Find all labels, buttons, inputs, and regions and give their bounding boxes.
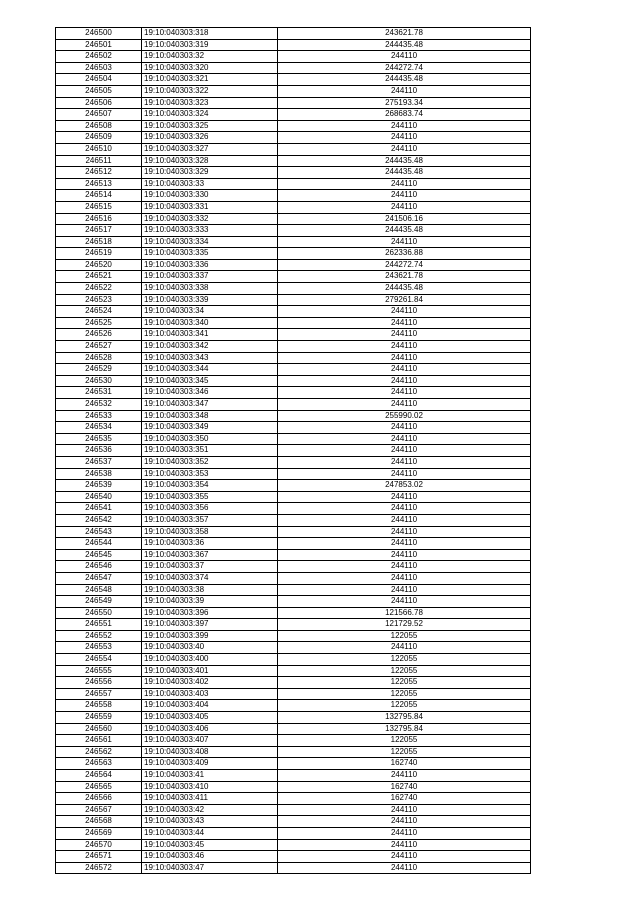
row-id-cell: 246541 xyxy=(56,503,142,515)
cadastral-number-cell: 19:10:040303:336 xyxy=(142,259,278,271)
row-id-cell: 246555 xyxy=(56,665,142,677)
cadastral-number-cell: 19:10:040303:374 xyxy=(142,572,278,584)
table-row xyxy=(56,700,531,712)
row-id-cell: 246531 xyxy=(56,387,142,399)
cadastral-number-cell: 19:10:040303:40 xyxy=(142,642,278,654)
value-cell: 244110 xyxy=(278,387,531,399)
row-id-cell: 246518 xyxy=(56,236,142,248)
row-id-cell: 246557 xyxy=(56,688,142,700)
value-cell: 244110 xyxy=(278,862,531,874)
data-table xyxy=(55,27,531,874)
table-row xyxy=(56,341,531,353)
cadastral-number-cell: 19:10:040303:335 xyxy=(142,248,278,260)
table-row xyxy=(56,630,531,642)
value-cell: 243621.78 xyxy=(278,271,531,283)
row-id-cell: 246502 xyxy=(56,51,142,63)
table-row xyxy=(56,201,531,213)
row-id-cell: 246511 xyxy=(56,155,142,167)
row-id-cell: 246549 xyxy=(56,596,142,608)
table-row xyxy=(56,804,531,816)
row-id-cell: 246533 xyxy=(56,410,142,422)
value-cell: 244110 xyxy=(278,399,531,411)
table-row xyxy=(56,549,531,561)
cadastral-number-cell: 19:10:040303:33 xyxy=(142,178,278,190)
cadastral-number-cell: 19:10:040303:351 xyxy=(142,445,278,457)
table-row xyxy=(56,781,531,793)
row-id-cell: 246506 xyxy=(56,97,142,109)
table-row xyxy=(56,225,531,237)
row-id-cell: 246543 xyxy=(56,526,142,538)
row-id-cell: 246509 xyxy=(56,132,142,144)
value-cell: 244110 xyxy=(278,503,531,515)
table-row xyxy=(56,97,531,109)
row-id-cell: 246508 xyxy=(56,120,142,132)
value-cell: 244110 xyxy=(278,549,531,561)
value-cell: 243621.78 xyxy=(278,28,531,40)
table-row xyxy=(56,375,531,387)
value-cell: 244435.48 xyxy=(278,155,531,167)
table-row xyxy=(56,271,531,283)
cadastral-number-cell: 19:10:040303:334 xyxy=(142,236,278,248)
row-id-cell: 246515 xyxy=(56,201,142,213)
row-id-cell: 246564 xyxy=(56,770,142,782)
value-cell: 244110 xyxy=(278,514,531,526)
table-row xyxy=(56,178,531,190)
table-row xyxy=(56,816,531,828)
value-cell: 244110 xyxy=(278,584,531,596)
cadastral-number-cell: 19:10:040303:397 xyxy=(142,619,278,631)
row-id-cell: 246540 xyxy=(56,491,142,503)
table-row xyxy=(56,851,531,863)
row-id-cell: 246530 xyxy=(56,375,142,387)
cadastral-number-cell: 19:10:040303:353 xyxy=(142,468,278,480)
cadastral-number-cell: 19:10:040303:47 xyxy=(142,862,278,874)
table-row xyxy=(56,283,531,295)
row-id-cell: 246523 xyxy=(56,294,142,306)
row-id-cell: 246535 xyxy=(56,433,142,445)
table-row xyxy=(56,735,531,747)
value-cell: 244110 xyxy=(278,190,531,202)
table-row xyxy=(56,213,531,225)
table-row xyxy=(56,445,531,457)
cadastral-number-cell: 19:10:040303:356 xyxy=(142,503,278,515)
row-id-cell: 246525 xyxy=(56,317,142,329)
cadastral-number-cell: 19:10:040303:405 xyxy=(142,712,278,724)
value-cell: 132795.84 xyxy=(278,712,531,724)
table-row xyxy=(56,480,531,492)
cadastral-number-cell: 19:10:040303:332 xyxy=(142,213,278,225)
value-cell: 244110 xyxy=(278,143,531,155)
row-id-cell: 246519 xyxy=(56,248,142,260)
row-id-cell: 246558 xyxy=(56,700,142,712)
cadastral-number-cell: 19:10:040303:345 xyxy=(142,375,278,387)
row-id-cell: 246514 xyxy=(56,190,142,202)
table-row xyxy=(56,143,531,155)
row-id-cell: 246561 xyxy=(56,735,142,747)
row-id-cell: 246556 xyxy=(56,677,142,689)
table-row xyxy=(56,723,531,735)
row-id-cell: 246553 xyxy=(56,642,142,654)
table-row xyxy=(56,167,531,179)
row-id-cell: 246562 xyxy=(56,746,142,758)
value-cell: 244110 xyxy=(278,596,531,608)
row-id-cell: 246546 xyxy=(56,561,142,573)
row-id-cell: 246517 xyxy=(56,225,142,237)
cadastral-number-cell: 19:10:040303:324 xyxy=(142,109,278,121)
cadastral-number-cell: 19:10:040303:406 xyxy=(142,723,278,735)
row-id-cell: 246521 xyxy=(56,271,142,283)
table-row xyxy=(56,677,531,689)
value-cell: 132795.84 xyxy=(278,723,531,735)
value-cell: 122055 xyxy=(278,688,531,700)
table-row xyxy=(56,607,531,619)
value-cell: 244110 xyxy=(278,120,531,132)
row-id-cell: 246528 xyxy=(56,352,142,364)
row-id-cell: 246505 xyxy=(56,85,142,97)
table-row xyxy=(56,503,531,515)
row-id-cell: 246552 xyxy=(56,630,142,642)
row-id-cell: 246571 xyxy=(56,851,142,863)
row-id-cell: 246569 xyxy=(56,827,142,839)
table-row xyxy=(56,248,531,260)
cadastral-number-cell: 19:10:040303:321 xyxy=(142,74,278,86)
row-id-cell: 246539 xyxy=(56,480,142,492)
table-row xyxy=(56,433,531,445)
cadastral-number-cell: 19:10:040303:357 xyxy=(142,514,278,526)
cadastral-number-cell: 19:10:040303:39 xyxy=(142,596,278,608)
value-cell: 244110 xyxy=(278,341,531,353)
row-id-cell: 246563 xyxy=(56,758,142,770)
value-cell: 244110 xyxy=(278,468,531,480)
cadastral-number-cell: 19:10:040303:323 xyxy=(142,97,278,109)
row-id-cell: 246527 xyxy=(56,341,142,353)
value-cell: 244110 xyxy=(278,85,531,97)
table-row xyxy=(56,62,531,74)
value-cell: 241506.16 xyxy=(278,213,531,225)
table-row xyxy=(56,120,531,132)
table-row xyxy=(56,294,531,306)
cadastral-number-cell: 19:10:040303:407 xyxy=(142,735,278,747)
value-cell: 162740 xyxy=(278,781,531,793)
row-id-cell: 246572 xyxy=(56,862,142,874)
table-row xyxy=(56,793,531,805)
cadastral-number-cell: 19:10:040303:340 xyxy=(142,317,278,329)
table-row xyxy=(56,399,531,411)
value-cell: 244110 xyxy=(278,178,531,190)
row-id-cell: 246524 xyxy=(56,306,142,318)
cadastral-number-cell: 19:10:040303:320 xyxy=(142,62,278,74)
value-cell: 244110 xyxy=(278,770,531,782)
row-id-cell: 246547 xyxy=(56,572,142,584)
value-cell: 244272.74 xyxy=(278,259,531,271)
table-row xyxy=(56,642,531,654)
cadastral-number-cell: 19:10:040303:338 xyxy=(142,283,278,295)
value-cell: 244110 xyxy=(278,236,531,248)
row-id-cell: 246570 xyxy=(56,839,142,851)
value-cell: 244435.48 xyxy=(278,167,531,179)
row-id-cell: 246503 xyxy=(56,62,142,74)
table-row xyxy=(56,132,531,144)
cadastral-number-cell: 19:10:040303:409 xyxy=(142,758,278,770)
value-cell: 244435.48 xyxy=(278,39,531,51)
cadastral-number-cell: 19:10:040303:37 xyxy=(142,561,278,573)
table-row xyxy=(56,468,531,480)
cadastral-number-cell: 19:10:040303:32 xyxy=(142,51,278,63)
cadastral-number-cell: 19:10:040303:410 xyxy=(142,781,278,793)
cadastral-number-cell: 19:10:040303:408 xyxy=(142,746,278,758)
value-cell: 162740 xyxy=(278,793,531,805)
cadastral-number-cell: 19:10:040303:325 xyxy=(142,120,278,132)
row-id-cell: 246538 xyxy=(56,468,142,480)
cadastral-number-cell: 19:10:040303:44 xyxy=(142,827,278,839)
cadastral-number-cell: 19:10:040303:347 xyxy=(142,399,278,411)
table-row xyxy=(56,422,531,434)
table-row xyxy=(56,491,531,503)
table-row xyxy=(56,329,531,341)
cadastral-number-cell: 19:10:040303:46 xyxy=(142,851,278,863)
value-cell: 244435.48 xyxy=(278,74,531,86)
value-cell: 122055 xyxy=(278,746,531,758)
cadastral-number-cell: 19:10:040303:352 xyxy=(142,456,278,468)
cadastral-number-cell: 19:10:040303:411 xyxy=(142,793,278,805)
cadastral-number-cell: 19:10:040303:34 xyxy=(142,306,278,318)
cadastral-number-cell: 19:10:040303:349 xyxy=(142,422,278,434)
value-cell: 244110 xyxy=(278,491,531,503)
table-row xyxy=(56,561,531,573)
value-cell: 244110 xyxy=(278,51,531,63)
cadastral-number-cell: 19:10:040303:396 xyxy=(142,607,278,619)
value-cell: 244110 xyxy=(278,132,531,144)
row-id-cell: 246568 xyxy=(56,816,142,828)
table-row xyxy=(56,839,531,851)
row-id-cell: 246554 xyxy=(56,654,142,666)
value-cell: 244110 xyxy=(278,201,531,213)
table-row xyxy=(56,538,531,550)
value-cell: 121566.78 xyxy=(278,607,531,619)
cadastral-number-cell: 19:10:040303:42 xyxy=(142,804,278,816)
row-id-cell: 246512 xyxy=(56,167,142,179)
value-cell: 244110 xyxy=(278,445,531,457)
value-cell: 255990.02 xyxy=(278,410,531,422)
row-id-cell: 246560 xyxy=(56,723,142,735)
value-cell: 244110 xyxy=(278,526,531,538)
table-body xyxy=(56,28,531,874)
cadastral-number-cell: 19:10:040303:318 xyxy=(142,28,278,40)
cadastral-number-cell: 19:10:040303:45 xyxy=(142,839,278,851)
cadastral-number-cell: 19:10:040303:322 xyxy=(142,85,278,97)
cadastral-number-cell: 19:10:040303:326 xyxy=(142,132,278,144)
row-id-cell: 246520 xyxy=(56,259,142,271)
cadastral-number-cell: 19:10:040303:402 xyxy=(142,677,278,689)
value-cell: 244435.48 xyxy=(278,283,531,295)
cadastral-number-cell: 19:10:040303:337 xyxy=(142,271,278,283)
table-row xyxy=(56,85,531,97)
value-cell: 162740 xyxy=(278,758,531,770)
table-row xyxy=(56,364,531,376)
row-id-cell: 246526 xyxy=(56,329,142,341)
cadastral-number-cell: 19:10:040303:355 xyxy=(142,491,278,503)
row-id-cell: 246504 xyxy=(56,74,142,86)
value-cell: 244110 xyxy=(278,306,531,318)
table-row xyxy=(56,190,531,202)
cadastral-number-cell: 19:10:040303:327 xyxy=(142,143,278,155)
value-cell: 122055 xyxy=(278,654,531,666)
row-id-cell: 246559 xyxy=(56,712,142,724)
value-cell: 244110 xyxy=(278,851,531,863)
row-id-cell: 246536 xyxy=(56,445,142,457)
row-id-cell: 246545 xyxy=(56,549,142,561)
cadastral-number-cell: 19:10:040303:333 xyxy=(142,225,278,237)
row-id-cell: 246565 xyxy=(56,781,142,793)
value-cell: 244110 xyxy=(278,827,531,839)
value-cell: 244110 xyxy=(278,561,531,573)
table-row xyxy=(56,758,531,770)
cadastral-number-cell: 19:10:040303:400 xyxy=(142,654,278,666)
value-cell: 244110 xyxy=(278,816,531,828)
value-cell: 244110 xyxy=(278,804,531,816)
cadastral-number-cell: 19:10:040303:319 xyxy=(142,39,278,51)
row-id-cell: 246510 xyxy=(56,143,142,155)
row-id-cell: 246542 xyxy=(56,514,142,526)
value-cell: 279261.84 xyxy=(278,294,531,306)
value-cell: 122055 xyxy=(278,677,531,689)
value-cell: 122055 xyxy=(278,700,531,712)
table-row xyxy=(56,155,531,167)
cadastral-number-cell: 19:10:040303:342 xyxy=(142,341,278,353)
table-row xyxy=(56,654,531,666)
row-id-cell: 246551 xyxy=(56,619,142,631)
table-row xyxy=(56,862,531,874)
value-cell: 262336.88 xyxy=(278,248,531,260)
cadastral-number-cell: 19:10:040303:38 xyxy=(142,584,278,596)
cadastral-number-cell: 19:10:040303:348 xyxy=(142,410,278,422)
table-row xyxy=(56,410,531,422)
value-cell: 244110 xyxy=(278,422,531,434)
cadastral-number-cell: 19:10:040303:404 xyxy=(142,700,278,712)
value-cell: 244110 xyxy=(278,538,531,550)
value-cell: 244272.74 xyxy=(278,62,531,74)
table-row xyxy=(56,770,531,782)
table-row xyxy=(56,746,531,758)
row-id-cell: 246532 xyxy=(56,399,142,411)
cadastral-number-cell: 19:10:040303:329 xyxy=(142,167,278,179)
table-row xyxy=(56,456,531,468)
table-row xyxy=(56,28,531,40)
table-row xyxy=(56,352,531,364)
cadastral-number-cell: 19:10:040303:354 xyxy=(142,480,278,492)
cadastral-number-cell: 19:10:040303:339 xyxy=(142,294,278,306)
cadastral-number-cell: 19:10:040303:36 xyxy=(142,538,278,550)
row-id-cell: 246537 xyxy=(56,456,142,468)
value-cell: 122055 xyxy=(278,735,531,747)
table-row xyxy=(56,827,531,839)
value-cell: 275193.34 xyxy=(278,97,531,109)
table-row xyxy=(56,74,531,86)
cadastral-number-cell: 19:10:040303:341 xyxy=(142,329,278,341)
table-row xyxy=(56,514,531,526)
value-cell: 244110 xyxy=(278,364,531,376)
value-cell: 244110 xyxy=(278,352,531,364)
value-cell: 244110 xyxy=(278,375,531,387)
row-id-cell: 246522 xyxy=(56,283,142,295)
cadastral-number-cell: 19:10:040303:328 xyxy=(142,155,278,167)
table-row xyxy=(56,688,531,700)
cadastral-number-cell: 19:10:040303:344 xyxy=(142,364,278,376)
cadastral-number-cell: 19:10:040303:399 xyxy=(142,630,278,642)
row-id-cell: 246567 xyxy=(56,804,142,816)
value-cell: 244110 xyxy=(278,642,531,654)
table-row xyxy=(56,236,531,248)
row-id-cell: 246516 xyxy=(56,213,142,225)
table-row xyxy=(56,306,531,318)
row-id-cell: 246500 xyxy=(56,28,142,40)
cadastral-number-cell: 19:10:040303:403 xyxy=(142,688,278,700)
table-row xyxy=(56,619,531,631)
value-cell: 244110 xyxy=(278,839,531,851)
row-id-cell: 246513 xyxy=(56,178,142,190)
row-id-cell: 246566 xyxy=(56,793,142,805)
row-id-cell: 246548 xyxy=(56,584,142,596)
table-row xyxy=(56,259,531,271)
value-cell: 268683.74 xyxy=(278,109,531,121)
table-row xyxy=(56,572,531,584)
value-cell: 244110 xyxy=(278,433,531,445)
cadastral-number-cell: 19:10:040303:401 xyxy=(142,665,278,677)
value-cell: 247853.02 xyxy=(278,480,531,492)
value-cell: 122055 xyxy=(278,630,531,642)
cadastral-number-cell: 19:10:040303:343 xyxy=(142,352,278,364)
cadastral-number-cell: 19:10:040303:330 xyxy=(142,190,278,202)
row-id-cell: 246534 xyxy=(56,422,142,434)
table-row xyxy=(56,317,531,329)
value-cell: 244110 xyxy=(278,572,531,584)
table-row xyxy=(56,596,531,608)
table-row xyxy=(56,51,531,63)
table-row xyxy=(56,665,531,677)
value-cell: 121729.52 xyxy=(278,619,531,631)
cadastral-number-cell: 19:10:040303:367 xyxy=(142,549,278,561)
cadastral-number-cell: 19:10:040303:41 xyxy=(142,770,278,782)
row-id-cell: 246529 xyxy=(56,364,142,376)
table-row xyxy=(56,387,531,399)
table-row xyxy=(56,712,531,724)
table-row xyxy=(56,39,531,51)
table-row xyxy=(56,526,531,538)
table-row xyxy=(56,584,531,596)
table-row xyxy=(56,109,531,121)
row-id-cell: 246507 xyxy=(56,109,142,121)
value-cell: 244435.48 xyxy=(278,225,531,237)
value-cell: 244110 xyxy=(278,456,531,468)
row-id-cell: 246550 xyxy=(56,607,142,619)
cadastral-number-cell: 19:10:040303:346 xyxy=(142,387,278,399)
value-cell: 122055 xyxy=(278,665,531,677)
value-cell: 244110 xyxy=(278,329,531,341)
cadastral-number-cell: 19:10:040303:350 xyxy=(142,433,278,445)
cadastral-number-cell: 19:10:040303:331 xyxy=(142,201,278,213)
row-id-cell: 246544 xyxy=(56,538,142,550)
cadastral-number-cell: 19:10:040303:43 xyxy=(142,816,278,828)
value-cell: 244110 xyxy=(278,317,531,329)
cadastral-number-cell: 19:10:040303:358 xyxy=(142,526,278,538)
row-id-cell: 246501 xyxy=(56,39,142,51)
